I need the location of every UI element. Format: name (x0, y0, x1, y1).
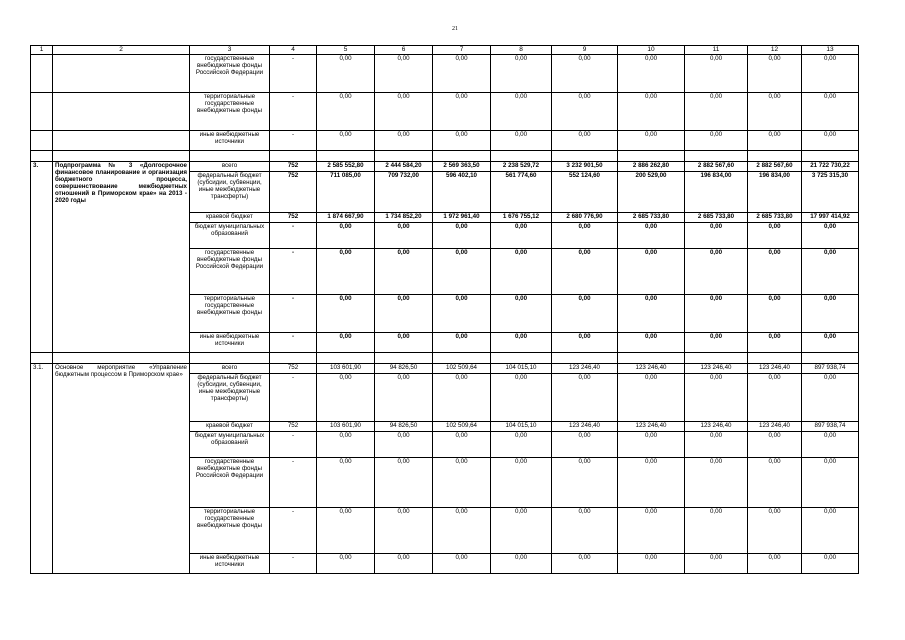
value-cell: 102 509,64 (433, 364, 491, 374)
table-row (31, 364, 859, 374)
value-cell: 0,00 (552, 131, 618, 151)
funding-source-label: всего (190, 162, 270, 172)
value-cell: 0,00 (491, 93, 552, 131)
spacer-cell (685, 353, 748, 364)
value-cell: 0,00 (433, 508, 491, 554)
column-number: 8 (491, 46, 552, 55)
spacer-cell (53, 151, 190, 162)
value-cell: 0,00 (491, 374, 552, 422)
value-cell: 0,00 (552, 295, 618, 333)
value-cell: 0,00 (748, 131, 802, 151)
funding-source-label: иные внебюджетные источники (190, 131, 270, 151)
code-cell: - (270, 55, 317, 93)
value-cell: 0,00 (618, 508, 685, 554)
value-cell: 0,00 (375, 223, 433, 249)
value-cell: 0,00 (552, 432, 618, 458)
spacer-cell (375, 353, 433, 364)
value-cell: 3 725 315,30 (802, 172, 859, 213)
value-cell: 0,00 (802, 93, 859, 131)
value-cell: 21 722 730,22 (802, 162, 859, 172)
value-cell: 2 585 552,80 (317, 162, 375, 172)
program-name-cell (53, 131, 190, 151)
spacer-cell (748, 151, 802, 162)
column-number: 11 (685, 46, 748, 55)
column-number: 1 (31, 46, 53, 55)
value-cell: 596 402,10 (433, 172, 491, 213)
value-cell: 0,00 (552, 374, 618, 422)
spacer-cell (190, 353, 270, 364)
value-cell: 123 246,40 (552, 422, 618, 432)
code-cell: - (270, 223, 317, 249)
value-cell: 0,00 (552, 458, 618, 508)
value-cell: 0,00 (748, 554, 802, 574)
value-cell: 0,00 (552, 223, 618, 249)
spacer-cell (190, 151, 270, 162)
value-cell: 0,00 (618, 554, 685, 574)
code-cell: 752 (270, 162, 317, 172)
section-title: Подпрограмма № 3 «Долгосрочное финансовое планирование и организация бюджетного процесса, совершенствование межбюджетных отношений в Приморском крае» на 2013 - 2020 годы (53, 162, 190, 353)
value-cell: 0,00 (491, 458, 552, 508)
column-number: 3 (190, 46, 270, 55)
column-number: 9 (552, 46, 618, 55)
value-cell: 0,00 (685, 554, 748, 574)
column-number: 12 (748, 46, 802, 55)
code-cell: - (270, 333, 317, 353)
value-cell: 0,00 (802, 508, 859, 554)
section-number: 3.1. (31, 364, 53, 574)
funding-source-label: государственные внебюджетные фонды Российской Федерации (190, 458, 270, 508)
value-cell: 0,00 (317, 131, 375, 151)
value-cell: 0,00 (552, 333, 618, 353)
funding-source-label: всего (190, 364, 270, 374)
column-number: 7 (433, 46, 491, 55)
value-cell: 0,00 (618, 131, 685, 151)
code-cell: - (270, 249, 317, 295)
spacer-cell (317, 151, 375, 162)
value-cell: 0,00 (433, 93, 491, 131)
value-cell: 0,00 (748, 93, 802, 131)
value-cell: 0,00 (375, 131, 433, 151)
code-cell: 752 (270, 213, 317, 223)
value-cell: 711 085,00 (317, 172, 375, 213)
value-cell: 0,00 (685, 55, 748, 93)
value-cell: 0,00 (317, 458, 375, 508)
value-cell: 0,00 (433, 333, 491, 353)
value-cell: 0,00 (802, 55, 859, 93)
value-cell: 0,00 (748, 55, 802, 93)
code-cell: - (270, 508, 317, 554)
value-cell: 0,00 (618, 223, 685, 249)
column-number: 4 (270, 46, 317, 55)
funding-source-label: краевой бюджет (190, 422, 270, 432)
value-cell: 0,00 (317, 508, 375, 554)
code-cell: - (270, 93, 317, 131)
funding-source-label: федеральный бюджет (субсидии, субвенции, иные межбюджетные трансферты) (190, 374, 270, 422)
funding-source-label: государственные внебюджетные фонды Российской Федерации (190, 249, 270, 295)
value-cell: 0,00 (433, 131, 491, 151)
value-cell: 1 676 755,12 (491, 213, 552, 223)
spacer-cell (802, 151, 859, 162)
value-cell: 2 882 567,60 (748, 162, 802, 172)
value-cell: 123 246,40 (618, 422, 685, 432)
value-cell: 0,00 (491, 554, 552, 574)
code-cell: 752 (270, 422, 317, 432)
value-cell: 0,00 (748, 508, 802, 554)
funding-source-label: территориальные государственные внебюджетные фонды (190, 508, 270, 554)
value-cell: 0,00 (433, 554, 491, 574)
value-cell: 0,00 (317, 374, 375, 422)
value-cell: 0,00 (491, 295, 552, 333)
value-cell: 104 015,10 (491, 364, 552, 374)
value-cell: 0,00 (375, 249, 433, 295)
value-cell: 0,00 (685, 432, 748, 458)
page-number: 21 (452, 26, 458, 32)
value-cell: 0,00 (685, 249, 748, 295)
value-cell: 2 882 567,60 (685, 162, 748, 172)
value-cell: 200 529,00 (618, 172, 685, 213)
spacer-cell (491, 353, 552, 364)
spacer-cell (552, 353, 618, 364)
value-cell: 0,00 (748, 249, 802, 295)
funding-source-label: федеральный бюджет (субсидии, субвенции, иные межбюджетные трансферты) (190, 172, 270, 213)
spacer-cell (618, 151, 685, 162)
value-cell: 0,00 (552, 249, 618, 295)
value-cell: 0,00 (748, 223, 802, 249)
value-cell: 0,00 (618, 55, 685, 93)
value-cell: 0,00 (685, 374, 748, 422)
spacer-cell (317, 353, 375, 364)
value-cell: 0,00 (491, 131, 552, 151)
value-cell: 2 569 363,50 (433, 162, 491, 172)
value-cell: 709 732,00 (375, 172, 433, 213)
spacer-cell (433, 151, 491, 162)
column-number-header (31, 46, 859, 55)
spacer-cell (618, 353, 685, 364)
code-cell: 752 (270, 364, 317, 374)
column-number: 5 (317, 46, 375, 55)
budget-table (30, 45, 859, 574)
code-cell: - (270, 295, 317, 333)
value-cell: 0,00 (317, 223, 375, 249)
spacer-cell (270, 353, 317, 364)
value-cell: 0,00 (433, 458, 491, 508)
column-number: 2 (53, 46, 190, 55)
value-cell: 0,00 (802, 554, 859, 574)
funding-source-label: иные внебюджетные источники (190, 333, 270, 353)
value-cell: 0,00 (317, 93, 375, 131)
value-cell: 0,00 (375, 295, 433, 333)
funding-source-label: иные внебюджетные источники (190, 554, 270, 574)
value-cell: 0,00 (802, 249, 859, 295)
value-cell: 0,00 (552, 55, 618, 93)
value-cell: 123 246,40 (552, 364, 618, 374)
spacer-cell (491, 151, 552, 162)
column-number: 10 (618, 46, 685, 55)
value-cell: 102 509,64 (433, 422, 491, 432)
value-cell: 2 685 733,80 (748, 213, 802, 223)
value-cell: 0,00 (685, 93, 748, 131)
table-row (31, 55, 859, 93)
value-cell: 0,00 (552, 554, 618, 574)
value-cell: 0,00 (618, 93, 685, 131)
value-cell: 0,00 (317, 55, 375, 93)
value-cell: 0,00 (375, 333, 433, 353)
value-cell: 0,00 (433, 55, 491, 93)
funding-source-label: территориальные государственные внебюджетные фонды (190, 295, 270, 333)
value-cell: 0,00 (748, 295, 802, 333)
value-cell: 0,00 (433, 295, 491, 333)
spacer-cell (748, 353, 802, 364)
code-cell: - (270, 432, 317, 458)
value-cell: 0,00 (618, 432, 685, 458)
value-cell: 0,00 (802, 223, 859, 249)
value-cell: 0,00 (375, 374, 433, 422)
value-cell: 0,00 (802, 374, 859, 422)
code-cell: - (270, 458, 317, 508)
value-cell: 0,00 (317, 333, 375, 353)
value-cell: 123 246,40 (685, 364, 748, 374)
value-cell: 123 246,40 (685, 422, 748, 432)
value-cell: 0,00 (317, 249, 375, 295)
funding-source-label: территориальные государственные внебюджетные фонды (190, 93, 270, 131)
value-cell: 0,00 (618, 374, 685, 422)
value-cell: 0,00 (317, 295, 375, 333)
code-cell: 752 (270, 172, 317, 213)
spacer-cell (433, 353, 491, 364)
value-cell: 0,00 (618, 458, 685, 508)
code-cell: - (270, 131, 317, 151)
value-cell: 0,00 (618, 333, 685, 353)
value-cell: 0,00 (491, 249, 552, 295)
spacer-cell (685, 151, 748, 162)
value-cell: 0,00 (433, 432, 491, 458)
spacer-cell (53, 353, 190, 364)
section-number: 3. (31, 162, 53, 353)
section-spacer (31, 353, 859, 364)
table-row (31, 131, 859, 151)
value-cell: 2 444 584,20 (375, 162, 433, 172)
table-row (31, 162, 859, 172)
spacer-cell (31, 151, 53, 162)
value-cell: 0,00 (317, 554, 375, 574)
spacer-cell (270, 151, 317, 162)
value-cell: 0,00 (552, 93, 618, 131)
value-cell: 104 015,10 (491, 422, 552, 432)
value-cell: 552 124,60 (552, 172, 618, 213)
value-cell: 94 826,50 (375, 364, 433, 374)
value-cell: 0,00 (748, 374, 802, 422)
value-cell: 0,00 (491, 508, 552, 554)
value-cell: 94 826,50 (375, 422, 433, 432)
code-cell: - (270, 374, 317, 422)
row-number-cell (31, 55, 53, 93)
value-cell: 0,00 (685, 458, 748, 508)
spacer-cell (375, 151, 433, 162)
value-cell: 0,00 (685, 508, 748, 554)
value-cell: 17 997 414,92 (802, 213, 859, 223)
section-title: Основное мероприятие «Управление бюджетным процессом в Приморском крае» (53, 364, 190, 574)
spacer-cell (31, 353, 53, 364)
spacer-cell (802, 353, 859, 364)
code-cell: - (270, 554, 317, 574)
value-cell: 0,00 (618, 295, 685, 333)
value-cell: 0,00 (748, 458, 802, 508)
value-cell: 3 232 901,50 (552, 162, 618, 172)
value-cell: 1 874 667,90 (317, 213, 375, 223)
value-cell: 0,00 (317, 432, 375, 458)
value-cell: 1 734 852,20 (375, 213, 433, 223)
row-number-cell (31, 93, 53, 131)
value-cell: 0,00 (491, 432, 552, 458)
value-cell: 0,00 (375, 508, 433, 554)
value-cell: 0,00 (491, 55, 552, 93)
value-cell: 0,00 (685, 131, 748, 151)
funding-source-label: бюджет муниципальных образований (190, 432, 270, 458)
column-number: 13 (802, 46, 859, 55)
spacer-cell (552, 151, 618, 162)
program-name-cell (53, 55, 190, 93)
value-cell: 0,00 (802, 295, 859, 333)
value-cell: 0,00 (685, 333, 748, 353)
value-cell: 2 685 733,80 (685, 213, 748, 223)
value-cell: 123 246,40 (618, 364, 685, 374)
value-cell: 0,00 (618, 249, 685, 295)
value-cell: 0,00 (375, 554, 433, 574)
funding-source-label: государственные внебюджетные фонды Российской Федерации (190, 55, 270, 93)
value-cell: 103 601,90 (317, 422, 375, 432)
program-name-cell (53, 93, 190, 131)
value-cell: 0,00 (802, 131, 859, 151)
column-number: 6 (375, 46, 433, 55)
row-number-cell (31, 131, 53, 151)
value-cell: 2 680 776,90 (552, 213, 618, 223)
value-cell: 0,00 (685, 295, 748, 333)
value-cell: 0,00 (802, 432, 859, 458)
value-cell: 0,00 (433, 223, 491, 249)
value-cell: 196 834,00 (685, 172, 748, 213)
value-cell: 897 938,74 (802, 422, 859, 432)
value-cell: 0,00 (491, 223, 552, 249)
value-cell: 2 238 529,72 (491, 162, 552, 172)
value-cell: 0,00 (375, 432, 433, 458)
value-cell: 0,00 (491, 333, 552, 353)
value-cell: 0,00 (802, 333, 859, 353)
table-row (31, 93, 859, 131)
value-cell: 2 886 262,80 (618, 162, 685, 172)
value-cell: 0,00 (433, 374, 491, 422)
value-cell: 0,00 (433, 249, 491, 295)
value-cell: 0,00 (375, 458, 433, 508)
value-cell: 0,00 (685, 223, 748, 249)
funding-source-label: бюджет муниципальных образований (190, 223, 270, 249)
value-cell: 123 246,40 (748, 422, 802, 432)
value-cell: 1 972 961,40 (433, 213, 491, 223)
value-cell: 0,00 (375, 93, 433, 131)
value-cell: 103 601,90 (317, 364, 375, 374)
value-cell: 0,00 (748, 432, 802, 458)
value-cell: 0,00 (802, 458, 859, 508)
value-cell: 0,00 (552, 508, 618, 554)
section-spacer (31, 151, 859, 162)
value-cell: 561 774,60 (491, 172, 552, 213)
value-cell: 196 834,00 (748, 172, 802, 213)
value-cell: 0,00 (375, 55, 433, 93)
funding-source-label: краевой бюджет (190, 213, 270, 223)
value-cell: 2 685 733,80 (618, 213, 685, 223)
value-cell: 0,00 (748, 333, 802, 353)
value-cell: 123 246,40 (748, 364, 802, 374)
value-cell: 897 938,74 (802, 364, 859, 374)
